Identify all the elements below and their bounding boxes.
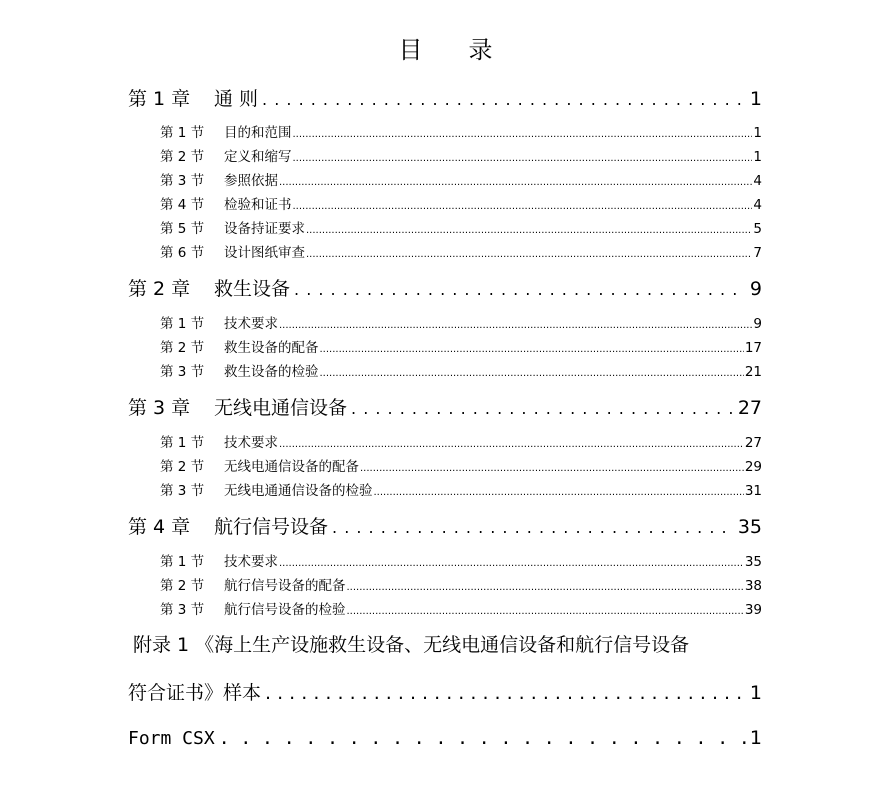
dot-leader [320, 368, 744, 379]
section-number: 第 3 节 [160, 602, 205, 618]
dot-leader [332, 518, 734, 537]
chapter-number: 第 1 章 [128, 88, 191, 110]
dot-leader [293, 201, 753, 212]
section-title: 航行信号设备的检验 [224, 602, 346, 618]
chapter-number: 第 3 章 [128, 397, 191, 419]
page-number: 1 [749, 727, 762, 749]
page-number: 1 [749, 88, 762, 110]
dot-leader [347, 582, 744, 593]
page-number: 35 [744, 554, 762, 570]
dot-leader [279, 558, 744, 569]
section-title: 救生设备的配备 [224, 340, 319, 356]
page-number: 21 [744, 364, 762, 380]
chapter-title: 救生设备 [214, 278, 291, 300]
toc-chapter-2[interactable] [128, 274, 762, 300]
dot-leader [279, 320, 752, 331]
title-char-2: 录 [468, 36, 493, 64]
dot-leader [306, 225, 752, 236]
dot-leader [351, 399, 734, 418]
toc-chapter-4[interactable] [128, 512, 762, 538]
section-title: 技术要求 [224, 316, 278, 332]
form-label: Form CSX [128, 728, 215, 749]
page-number: 38 [744, 578, 762, 594]
page-number: 31 [744, 483, 762, 499]
page-number: 9 [753, 316, 762, 332]
dot-leader [279, 439, 744, 450]
chapter-number: 第 4 章 [128, 516, 191, 538]
page-number: 4 [753, 197, 762, 213]
section-number: 第 4 节 [160, 197, 205, 213]
dot-leader [360, 463, 744, 474]
section-number: 第 6 节 [160, 245, 205, 261]
toc-section[interactable] [160, 455, 762, 477]
page-number: 1 [753, 125, 762, 141]
toc-section[interactable] [160, 145, 762, 167]
page-number: 39 [744, 602, 762, 618]
dot-leader [265, 682, 746, 704]
section-number: 第 5 节 [160, 221, 205, 237]
toc-appendix[interactable] [128, 678, 762, 705]
section-title: 技术要求 [224, 554, 278, 570]
section-title: 参照依据 [224, 173, 278, 189]
section-number: 第 2 节 [160, 340, 205, 356]
toc-section[interactable] [160, 574, 762, 596]
appendix-title-line-1[interactable]: 附录 1 《海上生产设施救生设备、无线电通信设备和航行信号设备 [133, 634, 690, 656]
toc-section[interactable] [160, 479, 762, 501]
page-number: 1 [749, 682, 762, 704]
section-number: 第 1 节 [160, 554, 205, 570]
dot-leader [374, 487, 744, 498]
chapter-title: 无线电通信设备 [214, 397, 348, 419]
page-number: 35 [737, 516, 762, 538]
section-number: 第 1 节 [160, 125, 205, 141]
chapter-title: 通 则 [214, 88, 259, 110]
dot-leader [279, 177, 752, 188]
dot-leader [262, 90, 746, 109]
toc-section[interactable] [160, 550, 762, 572]
toc-chapter-3[interactable] [128, 393, 762, 419]
page-number: 5 [753, 221, 762, 237]
toc-chapter-1[interactable] [128, 84, 762, 110]
title-char-1: 目 [398, 36, 423, 64]
toc-section[interactable] [160, 598, 762, 620]
section-title: 救生设备的检验 [224, 364, 319, 380]
section-title: 目的和范围 [224, 125, 292, 141]
toc-form[interactable] [128, 727, 762, 749]
chapter-number: 第 2 章 [128, 278, 191, 300]
appendix-title-line-2: 符合证书》样本 [128, 682, 262, 704]
toc-section[interactable] [160, 169, 762, 191]
page-title [0, 30, 891, 65]
section-number: 第 1 节 [160, 316, 205, 332]
page-number: 27 [744, 435, 762, 451]
toc-section[interactable] [160, 241, 762, 263]
toc-section[interactable] [160, 217, 762, 239]
section-title: 设备持证要求 [224, 221, 305, 237]
dot-leader [294, 280, 746, 299]
dot-leader [347, 606, 744, 617]
toc-section[interactable] [160, 360, 762, 382]
dot-leader [293, 153, 753, 164]
section-title: 无线电通通信设备的检验 [224, 483, 373, 499]
section-number: 第 1 节 [160, 435, 205, 451]
section-title: 设计图纸审查 [224, 245, 305, 261]
dot-leader [306, 249, 752, 260]
section-number: 第 3 节 [160, 173, 205, 189]
section-number: 第 3 节 [160, 364, 205, 380]
toc-section[interactable] [160, 431, 762, 453]
section-number: 第 2 节 [160, 459, 205, 475]
section-number: 第 2 节 [160, 578, 205, 594]
page-number: 9 [749, 278, 762, 300]
section-title: 技术要求 [224, 435, 278, 451]
dot-leader [293, 129, 753, 140]
page-number: 1 [753, 149, 762, 165]
page-number: 4 [753, 173, 762, 189]
toc-section[interactable] [160, 193, 762, 215]
page-number: 7 [753, 245, 762, 261]
section-title: 航行信号设备的配备 [224, 578, 346, 594]
toc-section[interactable] [160, 336, 762, 358]
section-title: 检验和证书 [224, 197, 292, 213]
page-number: 27 [737, 397, 762, 419]
dot-leader [320, 344, 744, 355]
page-number: 17 [744, 340, 762, 356]
chapter-title: 航行信号设备 [214, 516, 329, 538]
section-number: 第 3 节 [160, 483, 205, 499]
section-title: 无线电通信设备的配备 [224, 459, 359, 475]
page-number: 29 [744, 459, 762, 475]
dot-leader [219, 728, 746, 749]
toc-section[interactable] [160, 312, 762, 334]
toc-section[interactable] [160, 121, 762, 143]
section-title: 定义和缩写 [224, 149, 292, 165]
section-number: 第 2 节 [160, 149, 205, 165]
